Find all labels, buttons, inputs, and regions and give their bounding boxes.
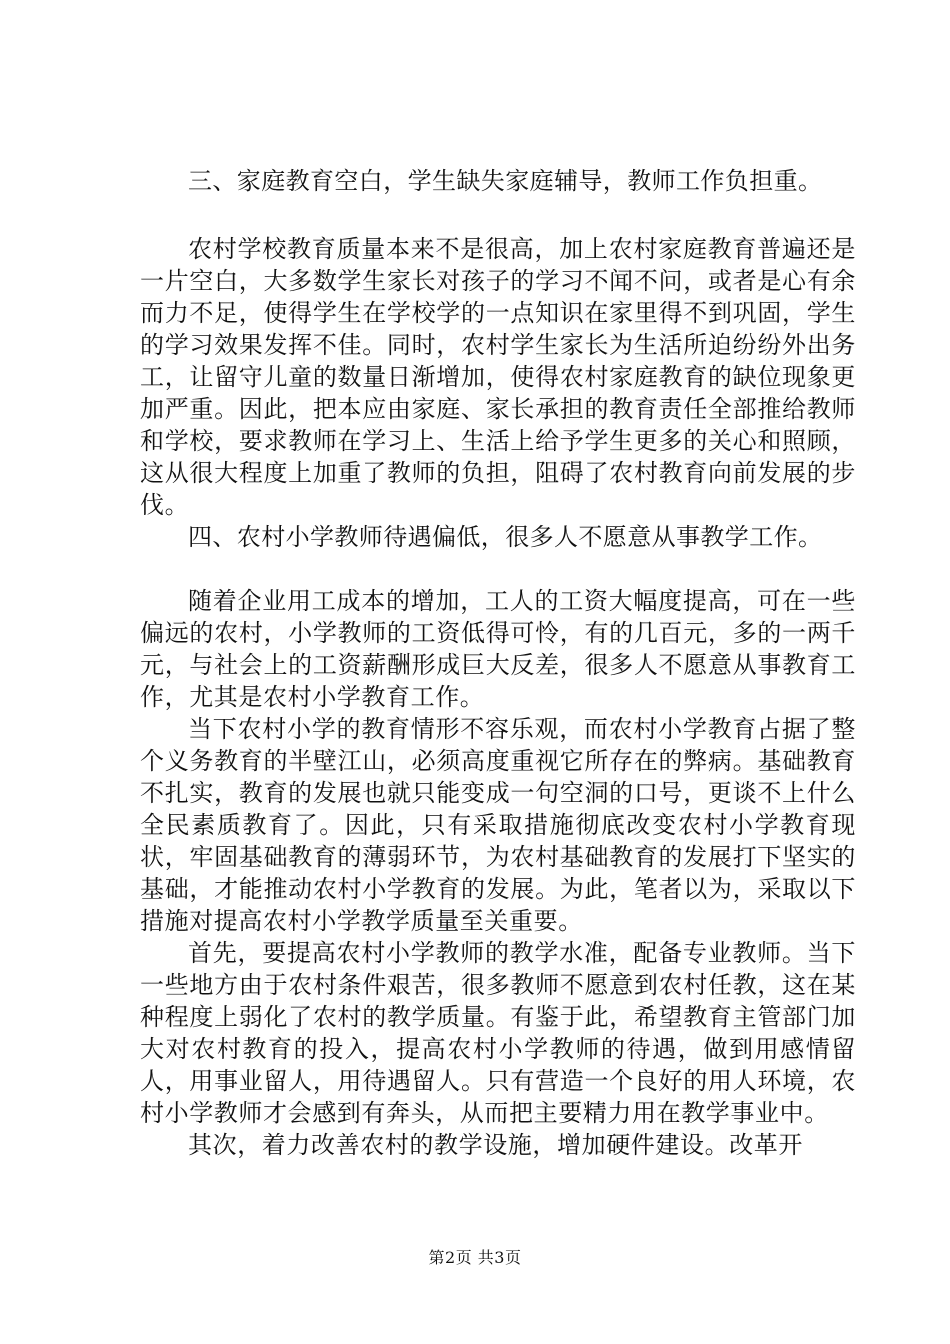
- section-heading-three: 三、家庭教育空白，学生缺失家庭辅导，教师工作负担重。: [188, 167, 823, 195]
- paragraph-family-education: 农村学校教育质量本来不是很高，加上农村家庭教育普遍还是一片空白，大多数学生家长对孩子的学习不闻不问，或者是心有余而力不足，使得学生在学校学的一点知识在家里得不到巩固，学生的学习效果发挥不佳。同时，农村学生家长为生活所迫纷纷外出务工，让留守儿童的数量日渐增加，使得农村家庭教育的缺位现象更加严重。因此，把本应由家庭、家长承担的教育责任全部推给教师和学校，要求教师在学习上、生活上给予学生更多的关心和照顾，这从很大程度上加重了教师的负担，阻碍了农村教育向前发展的步伐。: [140, 235, 856, 519]
- page-number-footer: 第2页 共3页: [428, 1248, 522, 1267]
- paragraph-teacher-salary: 随着企业用工成本的增加，工人的工资大幅度提高，可在一些偏远的农村，小学教师的工资低得可怜，有的几百元，多的一两千元，与社会上的工资薪酬形成巨大反差，很多人不愿意从事教育工作，尤其是农村小学教育工作。: [140, 587, 856, 711]
- paragraph-second-measure: 其次，着力改善农村的教学设施，增加硬件建设。改革开: [188, 1131, 803, 1159]
- paragraph-current-situation: 当下农村小学的教育情形不容乐观，而农村小学教育占据了整个义务教育的半壁江山，必须高度重视它所存在的弊病。基础教育不扎实，教育的发展也就只能变成一句空洞的口号，更谈不上什么全民素质教育了。因此，只有采取措施彻底改变农村小学教育现状，牢固基础教育的薄弱环节，为农村基础教育的发展打下坚实的基础，才能推动农村小学教育的发展。为此，笔者以为，采取以下措施对提高农村小学教学质量至关重要。: [140, 715, 856, 935]
- document-body: [140, 165, 856, 1161]
- section-heading-four: 四、农村小学教师待遇偏低，很多人不愿意从事教学工作。: [188, 523, 823, 551]
- paragraph-first-measure: 首先，要提高农村小学教师的教学水准，配备专业教师。当下一些地方由于农村条件艰苦，很多教师不愿意到农村任教，这在某种程度上弱化了农村的教学质量。有鉴于此，希望教育主管部门加大对农村教育的投入，提高农村小学教师的待遇，做到用感情留人，用事业留人，用待遇留人。只有营造一个良好的用人环境，农村小学教师才会感到有奔头，从而把主要精力用在教学事业中。: [140, 939, 856, 1127]
